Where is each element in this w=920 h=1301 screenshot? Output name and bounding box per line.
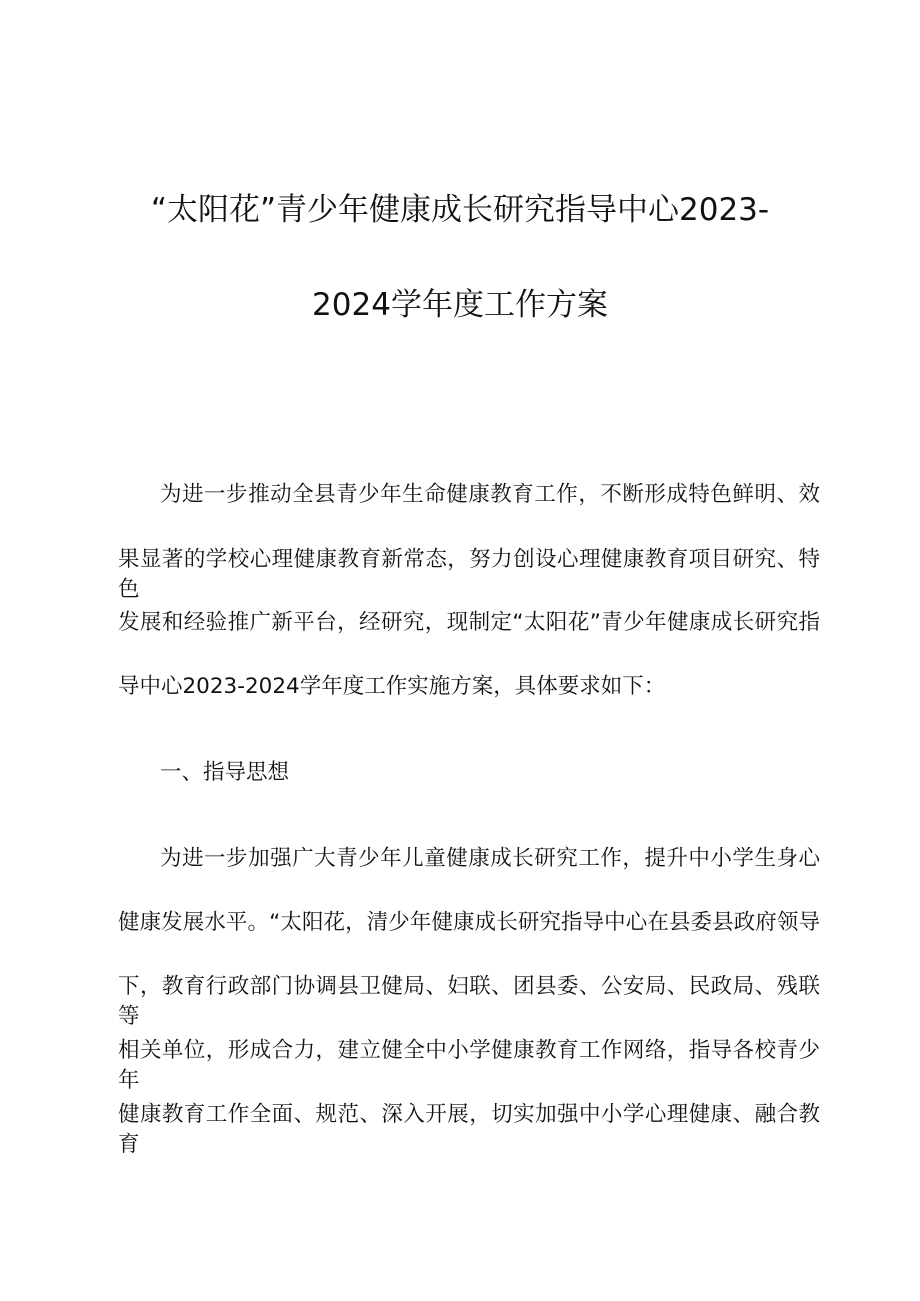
section-heading: 一、指导思想 <box>160 760 290 785</box>
intro-paragraph-line: 导中心2023-2024学年度工作实施方案，具体要求如下： <box>118 674 666 699</box>
intro-paragraph-line: 发展和经验推广新平台，经研究，现制定“太阳花”青少年健康成长研究指 <box>118 610 820 635</box>
document-title-line-1: “太阳花”青少年健康成长研究指导中心2023- <box>150 192 770 228</box>
section-paragraph-line: 下，教育行政部门协调县卫健局、妇联、团县委、公安局、民政局、残联等 <box>118 974 820 1029</box>
intro-paragraph-line: 果显著的学校心理健康教育新常态，努力创设心理健康教育项目研究、特色 <box>118 547 820 602</box>
section-paragraph-line: 相关单位，形成合力，建立健全中小学健康教育工作网络，指导各校青少年 <box>118 1038 820 1093</box>
section-paragraph-line: 健康教育工作全面、规范、深入开展，切实加强中小学心理健康、融合教育 <box>118 1102 820 1157</box>
section-paragraph-line: 健康发展水平。“太阳花，清少年健康成长研究指导中心在县委县政府领导 <box>118 910 820 935</box>
section-paragraph-line: 为进一步加强广大青少年儿童健康成长研究工作，提升中小学生身心 <box>160 846 820 871</box>
document-title-line-2: 2024学年度工作方案 <box>312 287 608 323</box>
intro-paragraph-line: 为进一步推动全县青少年生命健康教育工作，不断形成特色鲜明、效 <box>160 482 820 507</box>
